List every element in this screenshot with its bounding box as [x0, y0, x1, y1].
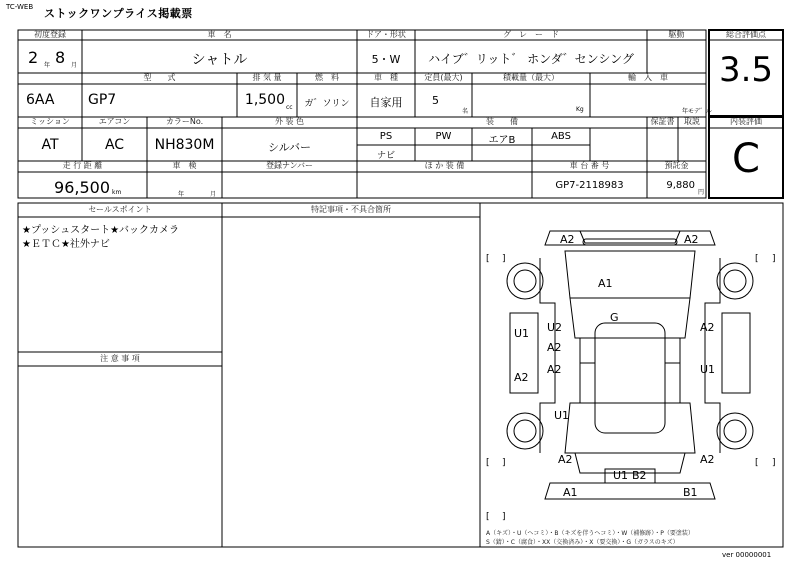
mark-b2-rear: B2	[632, 469, 647, 482]
bracket-left-1: [	[486, 254, 490, 264]
label-door: ドア・形状	[366, 30, 406, 39]
aircon: AC	[104, 137, 125, 153]
label-transmission: ミッション	[30, 117, 70, 126]
bracket-left-4: [	[755, 458, 759, 468]
sales-point-2: ★ＥＴＣ★社外ナビ	[22, 239, 110, 250]
first-reg-year-unit: 年	[44, 62, 51, 69]
label-color-no: カラーNo.	[165, 117, 204, 126]
grade: ハイブ゛リット゛ ホンダ゛センシング	[428, 52, 634, 66]
version: ver 00000001	[722, 551, 772, 559]
mark-u1-right: U1	[700, 363, 716, 376]
fuel: ガ゛ソリン	[304, 99, 350, 109]
model-code: 6AA	[26, 92, 55, 108]
sales-point-1: ★プッシュスタート★バックカメラ	[22, 225, 180, 236]
bracket-left-3: [	[486, 458, 490, 468]
label-warranty: 保証書	[650, 117, 675, 126]
mark-a2-left-rear-door: A2	[547, 363, 562, 376]
mileage: 96,500	[54, 178, 110, 197]
vehicle-type: 自家用	[369, 96, 403, 109]
label-load: 積載量（最大）	[503, 73, 559, 82]
exterior-color: シルバー	[268, 141, 311, 154]
label-caution: 注 意 事 項	[100, 354, 140, 363]
label-displacement: 排 気 量	[252, 73, 282, 82]
label-interior: 内装評価	[730, 117, 762, 126]
equip-4: ABS	[551, 131, 571, 142]
label-sales-points: セールスポイント	[88, 205, 152, 214]
first-reg-month: 8	[55, 48, 66, 67]
label-mileage: 走 行 距 離	[62, 161, 103, 170]
equip-6: ナビ	[376, 151, 395, 161]
transmission: AT	[41, 137, 59, 153]
logo: TC-WEB	[6, 3, 34, 11]
interior-score: C	[732, 136, 760, 182]
first-reg-year: 2	[28, 48, 39, 67]
bracket-right-1: ]	[502, 254, 506, 264]
label-vehicle-type: 車 種	[374, 73, 398, 82]
mark-u1-left-rear: U1	[554, 409, 570, 422]
mark-a2-front-right: A2	[684, 233, 699, 246]
label-plate: 登録ナンバー	[265, 161, 314, 170]
label-capacity: 定員(最大)	[424, 73, 463, 82]
car-outline	[507, 231, 753, 499]
damage-diagram	[480, 203, 783, 547]
label-drive: 駆動	[668, 30, 685, 39]
label-score: 総合評価点	[726, 30, 766, 39]
mark-u2-left: U2	[547, 321, 563, 334]
label-inspection: 車 検	[172, 161, 197, 170]
mileage-unit: km	[112, 189, 122, 196]
overall-score: 3.5	[718, 50, 774, 90]
color-no: NH830M	[154, 137, 215, 153]
load-unit: Kg	[576, 106, 584, 113]
mark-a1-hood: A1	[598, 277, 613, 290]
equip-2: PW	[435, 131, 452, 142]
legend-line-1: A（キズ）・U（ヘコミ）・B（キズを伴うヘコミ）・W（補修跡）・P（要塗装）	[486, 530, 694, 537]
label-grade: グ レ ー ド	[503, 30, 559, 39]
label-model: 型 式	[143, 73, 176, 82]
bracket-right-3: ]	[502, 458, 506, 468]
first-reg-month-unit: 月	[71, 62, 78, 69]
displacement-unit: cc	[286, 104, 293, 111]
mark-u1-left: U1	[514, 327, 530, 340]
legend-line-2: S（錆）・C（腐食）・XX（交換済み）・X（要交換）・G（ガラスのキズ）	[486, 539, 679, 546]
label-notes: 特記事項・不具合箇所	[311, 205, 391, 214]
mark-g-windshield: G	[610, 311, 619, 324]
label-first-reg: 初度登録	[34, 30, 66, 39]
label-equipment: 装 備	[486, 117, 518, 126]
import-model-year: 年モデ゛ル	[682, 108, 713, 115]
deposit-price: 9,880	[666, 180, 695, 191]
mark-a2-rear-right: A2	[700, 453, 715, 466]
price-unit: 円	[698, 189, 705, 196]
bracket-right-4: ]	[772, 458, 776, 468]
equip-3: エアB	[488, 135, 516, 146]
label-fuel: 燃 料	[315, 73, 339, 82]
chassis-number: GP7-2118983	[555, 180, 624, 191]
model: GP7	[88, 92, 117, 108]
page-title: ストックワンプライス掲載票	[44, 7, 193, 20]
mark-a1-rear-bumper: A1	[563, 486, 578, 499]
label-aircon: エアコン	[98, 117, 131, 126]
mark-u1-rear: U1	[613, 469, 629, 482]
car-name: シャトル	[191, 52, 248, 68]
mark-a2-rear-left: A2	[558, 453, 573, 466]
inspection-month: 月	[210, 191, 217, 198]
bracket-left-5: [	[486, 512, 490, 522]
door-type: 5・W	[371, 53, 401, 66]
mark-a2-front-left: A2	[560, 233, 575, 246]
label-other-equip: ほ か 装 備	[424, 161, 465, 170]
equip-1: PS	[379, 131, 393, 142]
label-price: 預託金	[664, 161, 689, 170]
bracket-right-5: ]	[502, 512, 506, 522]
mark-a2-left-rear: A2	[514, 371, 529, 384]
capacity-unit: 名	[462, 108, 469, 115]
label-exterior: 外 装 色	[274, 117, 305, 126]
label-chassis: 車 台 番 号	[569, 161, 610, 170]
label-import: 輸 入 車	[628, 73, 668, 82]
bracket-left-2: [	[755, 254, 759, 264]
mark-a2-right-fender: A2	[700, 321, 715, 334]
capacity: 5	[432, 94, 439, 107]
displacement: 1,500	[244, 92, 285, 108]
bracket-right-2: ]	[772, 254, 776, 264]
label-manual: 取説	[684, 117, 700, 126]
inspection-year: 年	[178, 191, 185, 198]
mark-b1-rear-bumper: B1	[683, 486, 698, 499]
label-car-name: 車 名	[207, 30, 232, 39]
mark-a2-left-door: A2	[547, 341, 562, 354]
